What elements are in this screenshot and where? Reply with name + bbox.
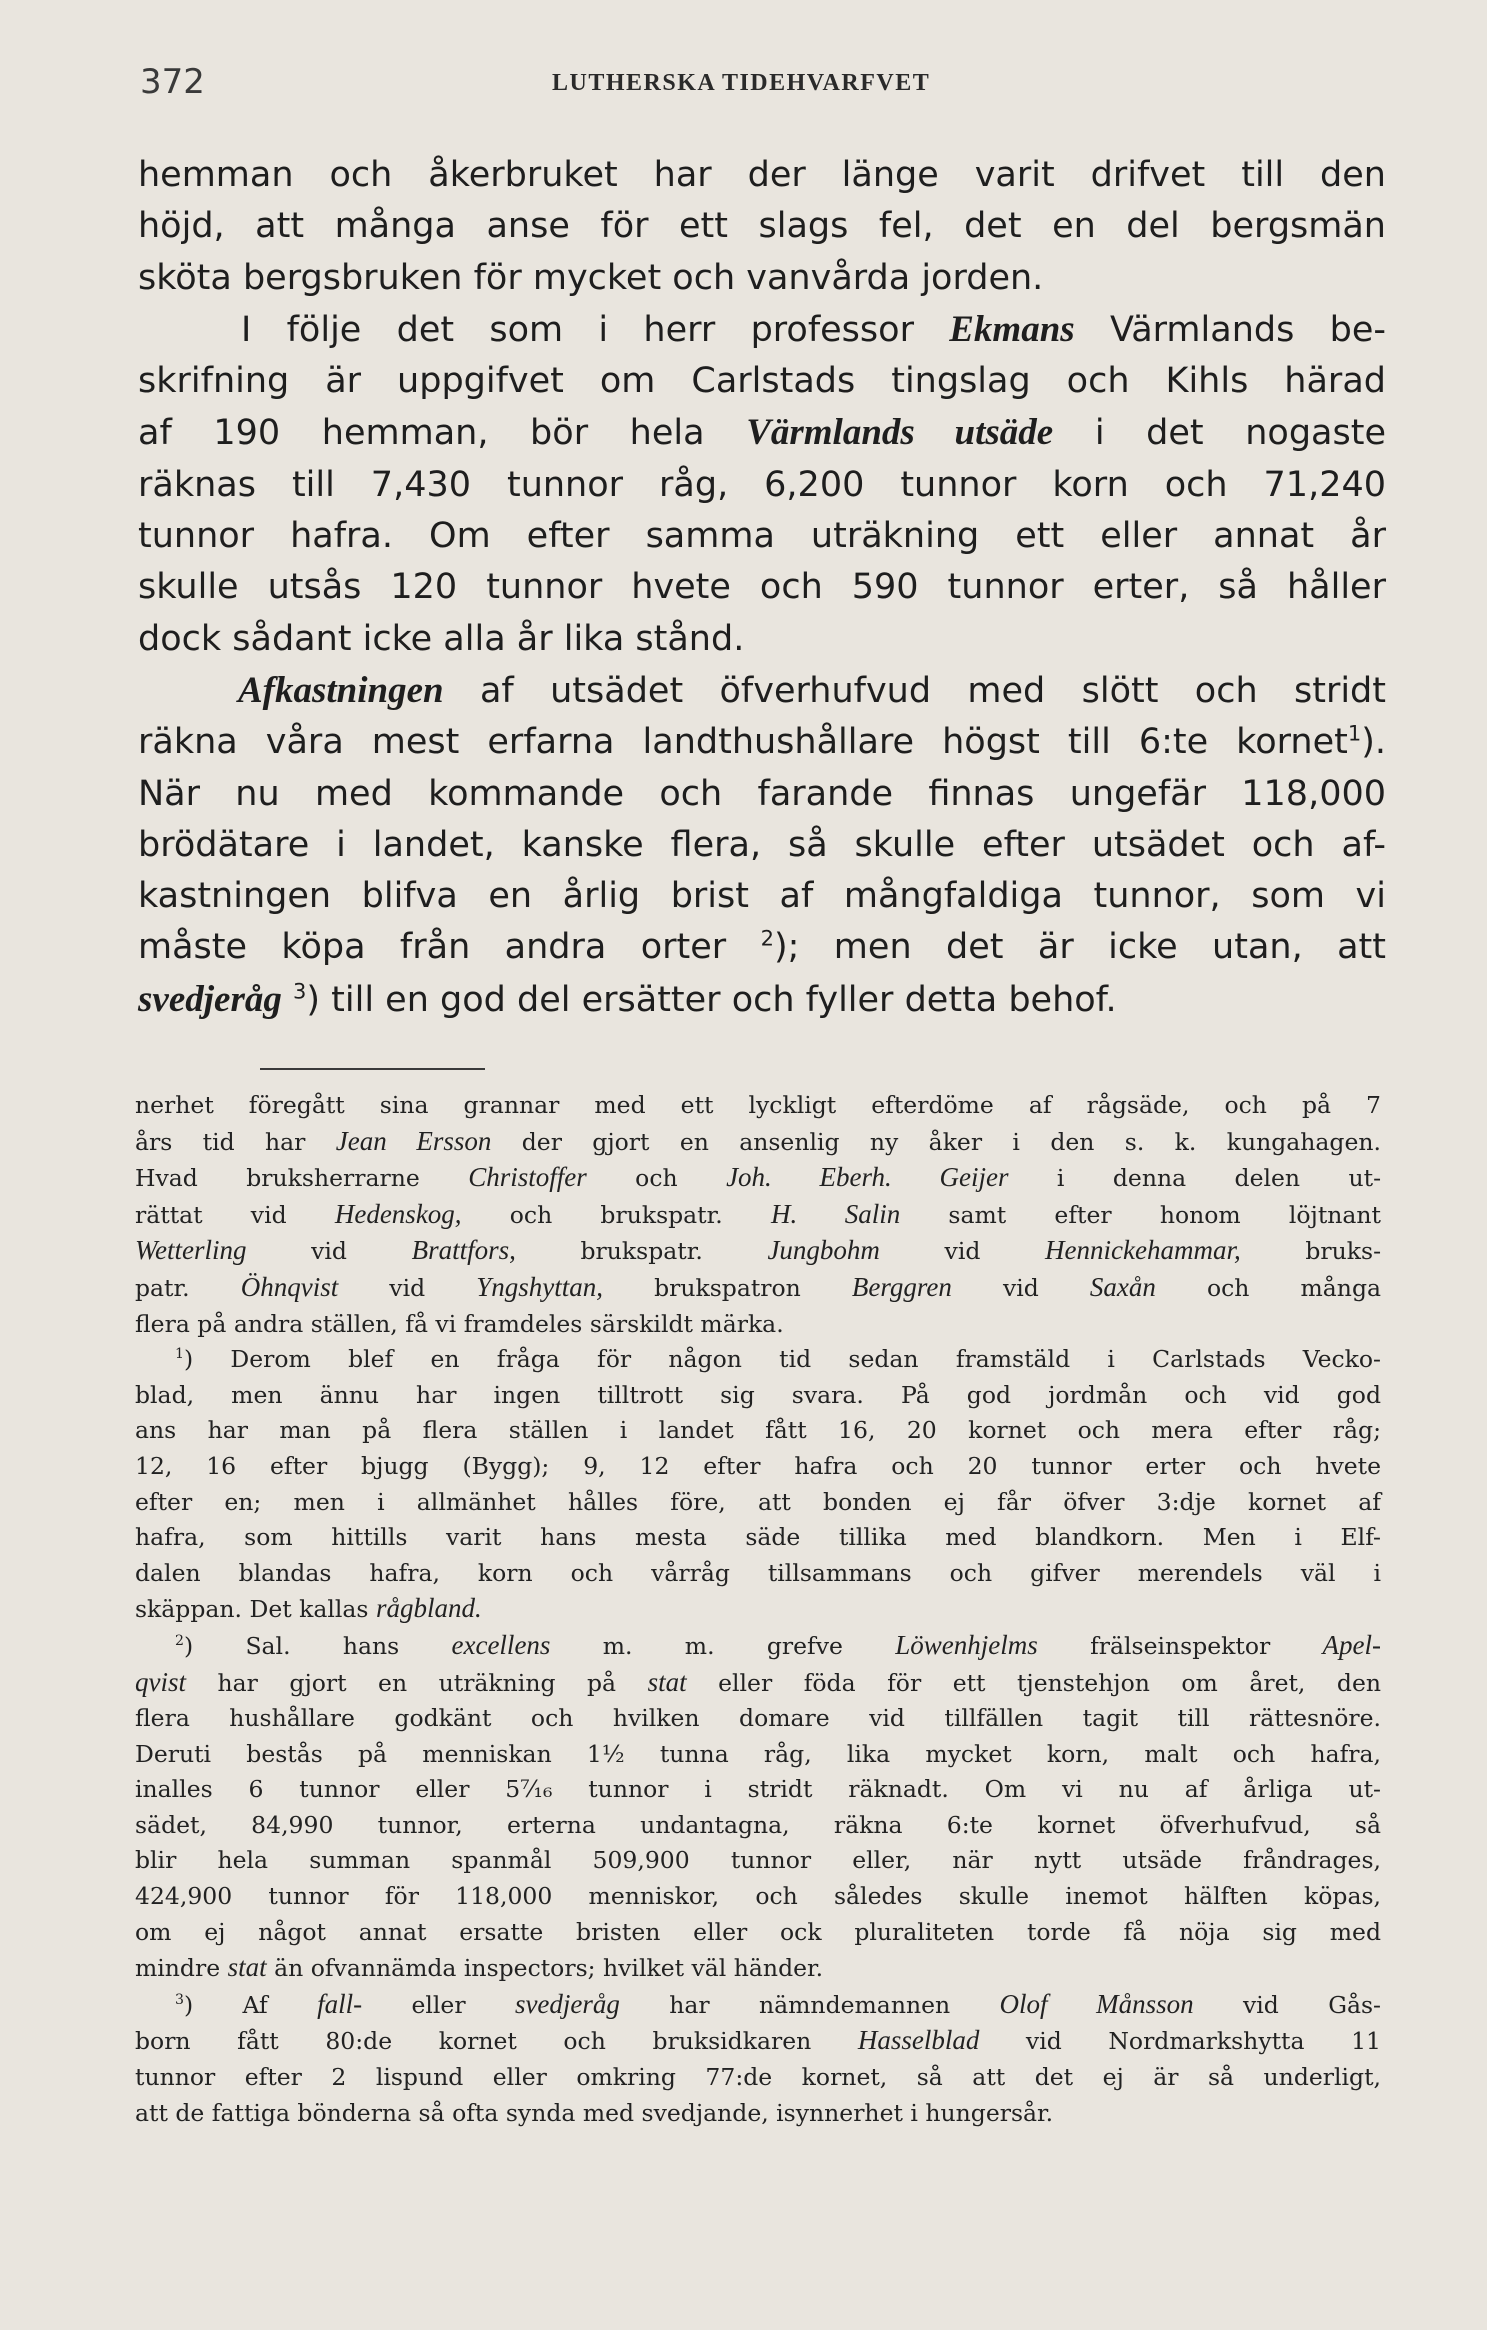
body-text: kastningen blifva en årlig brist af mångfaldiga tunnor, som vi [138, 876, 1386, 917]
footnote-line [135, 1737, 1381, 1773]
footnote-text: inalles 6 tunnor eller 5⁷⁄₁₆ tunnor i stridt räknadt. Om vi nu af årliga ut- [135, 1775, 1381, 1804]
body-italic-text: svedjeråg [138, 978, 282, 1020]
page-number: 372 [140, 62, 205, 102]
footnote-text: Hvad bruksherrarne [135, 1164, 469, 1193]
footnote-line [135, 1342, 1381, 1378]
body-italic-text: Ekmans [949, 308, 1075, 350]
footnote-line [135, 1124, 1381, 1161]
footnote-line [135, 1270, 1381, 1307]
footnote-text: har nämndemannen [619, 1990, 1000, 2019]
footnote-marker: 2 [175, 1633, 184, 1650]
footnote-text: dalen blandas hafra, korn och vårråg tillsammans och gifver merendels väl i [135, 1558, 1381, 1587]
footnote-italic-text: Apel- [1322, 1629, 1382, 1660]
footnote-italic-text: qvist [135, 1666, 186, 1697]
footnote-text: patr. [135, 1273, 241, 1302]
footnote-line [135, 1591, 1381, 1628]
footnote-text: skäppan. Det kallas [135, 1595, 376, 1624]
body-line [138, 717, 1386, 768]
body-line [138, 974, 1386, 1026]
footnote-text: brukspatr. [515, 1237, 768, 1266]
body-text: dock sådant icke alla år lika stånd. [138, 618, 745, 659]
footnote-italic-text: Löwenhjelms [895, 1629, 1038, 1660]
footnote-text: vid [246, 1237, 412, 1266]
footnote-line [135, 1520, 1381, 1556]
footnote-text: vid Gås- [1193, 1990, 1381, 2019]
body-line [138, 150, 1386, 201]
footnote-line [135, 1160, 1381, 1197]
body-text [282, 980, 293, 1020]
footnote-text: rättat vid [135, 1200, 335, 1229]
footnote-text: born fått 80:de kornet och bruksidkaren [135, 2027, 858, 2056]
body-line [138, 356, 1386, 407]
footnote-text: vid [951, 1273, 1090, 1302]
footnote-divider [260, 1068, 485, 1070]
footnote-text: flera på andra ställen, få vi framdeles särskildt märka. [135, 1309, 784, 1338]
footnote-text: bruks- [1240, 1237, 1382, 1266]
footnote-text: att de fattiga bönderna så ofta synda med svedjande, isynnerhet i hungersår. [135, 2098, 1054, 2127]
body-line [138, 253, 1386, 304]
footnote-line [135, 2096, 1381, 2132]
body-italic-text: Afkastningen [238, 669, 444, 711]
footnote-line [135, 1197, 1381, 1234]
footnote-italic-text: Christoffer [468, 1162, 587, 1193]
footnotes [135, 1088, 1381, 2131]
footnote-text: tunnor efter 2 lispund eller omkring 77:de kornet, så att det ej är så underligt, [135, 2063, 1381, 2092]
footnote-italic-text: Jean Ersson [335, 1125, 492, 1156]
footnote-text: nerhet föregått sina grannar med ett lyckligt efterdöme af rågsäde, och på 7 [135, 1091, 1381, 1119]
footnote-marker: 3 [175, 1992, 184, 2009]
footnote-text: sädet, 84,990 tunnor, erterna undantagna, räkna 6:te kornet öfverhufvud, så [135, 1810, 1381, 1839]
footnote-line [135, 1772, 1381, 1808]
footnote-text: vid Nordmarkshytta 11 [979, 2027, 1381, 2056]
footnote-italic-text: Brattfors, [411, 1235, 516, 1266]
footnote-text: 12, 16 efter bjugg (Bygg); 9, 12 efter hafra och 20 tunnor erter och hvete [135, 1451, 1381, 1480]
footnote-italic-text: Saxån [1089, 1271, 1156, 1302]
body-text: höjd, att många anse för ett slags fel, det en del bergsmän [138, 206, 1386, 247]
body-italic-text: Värmlands utsäde [746, 412, 1054, 454]
body-text: räknas till 7,430 tunnor råg, 6,200 tunnor korn och 71,240 [138, 464, 1386, 505]
body-text: hemman och åkerbruket har der länge varit drifvet till den [138, 155, 1386, 195]
footnote-text: Deruti bestås på menniskan 1½ tunna råg, lika mycket korn, malt och hafra, [135, 1739, 1381, 1768]
footnote-italic-text: Olof Månsson [999, 1988, 1194, 2019]
footnote-text: blir hela summan spanmål 509,900 tunnor eller, när nytt utsäde fråndrages, [135, 1846, 1381, 1875]
footnote-italic-text: Hedenskog, [334, 1198, 462, 1229]
footnote-text: än ofvannämda inspectors; hvilket väl händer. [266, 1954, 824, 1983]
footnote-text: der gjort en ansenlig ny åker i den s. k. kungahagen. [491, 1127, 1381, 1156]
footnote-text: och många [1155, 1273, 1381, 1302]
body-line [138, 562, 1386, 613]
footnote-line [135, 1843, 1381, 1879]
body-text: skulle utsås 120 tunnor hvete och 590 tunnor erter, så håller [138, 567, 1386, 608]
footnote-text: vid [338, 1273, 477, 1302]
footnote-text: frälseinspektor [1037, 1631, 1323, 1660]
body-line [138, 460, 1386, 511]
footnote-line [135, 1556, 1381, 1592]
body-text: i det nogaste [1053, 413, 1386, 454]
footnote-italic-text: Joh. Eberh. Geijer [726, 1162, 1009, 1193]
footnote-text: har gjort en uträkning på [186, 1668, 648, 1697]
footnote-line [135, 1665, 1381, 1702]
footnote-text: och [586, 1164, 727, 1193]
footnote-italic-text: Öhnqvist [240, 1271, 339, 1302]
footnote-italic-text: H. Salin [770, 1198, 901, 1229]
body-text: I följe det som i herr professor [241, 309, 950, 350]
footnote-text: flera hushållare godkänt och hvilken domare vid tillfällen tagit till rättesnöre. [135, 1704, 1381, 1733]
footnote-marker: 1 [1347, 721, 1362, 746]
footnote-text: mindre [135, 1954, 228, 1983]
footnote-italic-text: Yngshyttan, [476, 1271, 603, 1302]
body-text: måste köpa från andra orter [138, 927, 761, 968]
body-text: Värmlands be- [1074, 309, 1386, 350]
footnote-text: brukspatron [603, 1273, 852, 1302]
footnote-line [135, 1628, 1381, 1665]
footnote-text: efter en; men i allmänhet hålles före, att bonden ej får öfver 3:dje kornet af [135, 1487, 1381, 1516]
footnote-italic-text: stat [227, 1952, 267, 1983]
footnote-italic-text: Hasselblad [857, 2025, 980, 2056]
footnote-line [135, 1485, 1381, 1521]
footnote-text: vid [879, 1237, 1046, 1266]
body-line [138, 614, 1386, 665]
footnote-marker: 3 [293, 979, 307, 1004]
footnote-line [135, 1808, 1381, 1844]
footnote-line [135, 1233, 1381, 1270]
body-text: af 190 hemman, bör hela [138, 413, 747, 454]
page-header [140, 62, 1380, 112]
body-text: brödätare i landet, kanske flera, så skulle efter utsädet och af- [138, 824, 1386, 865]
body-text: ). [1361, 722, 1386, 763]
footnote-text: års tid har [135, 1127, 336, 1156]
body-text: När nu med kommande och farande finnas ungefär 118,000 [138, 773, 1386, 814]
body-line [138, 665, 1386, 717]
footnote-line [135, 1307, 1381, 1343]
body-text: skrifning är uppgifvet om Carlstads tingslag och Kihls härad [138, 361, 1386, 402]
footnote-italic-text: svedjeråg [514, 1988, 620, 2019]
footnote-text: ) Sal. hans [183, 1631, 452, 1660]
footnote-italic-text: rågbland. [375, 1593, 482, 1624]
footnote-text: i denna delen ut- [1008, 1164, 1382, 1193]
body-line [138, 922, 1386, 973]
footnote-line [135, 1088, 1381, 1124]
body-text: räkna våra mest erfarna landthushållare högst till 6:te kornet [138, 722, 1348, 763]
footnote-text: om ej något annat ersatte bristen eller ock pluraliteten torde få nöja sig med [135, 1917, 1381, 1946]
footnote-marker: 1 [175, 1346, 184, 1363]
footnote-marker: 2 [760, 926, 774, 951]
footnote-italic-text: Jungbohm [767, 1235, 880, 1266]
main-text [138, 150, 1386, 1026]
footnote-text: och brukspatr. [461, 1200, 771, 1229]
body-line [138, 820, 1386, 871]
footnote-text: m. m. grefve [550, 1631, 896, 1660]
footnote-line [135, 1879, 1381, 1915]
footnote-italic-text: stat [647, 1666, 687, 1697]
body-line [138, 304, 1386, 356]
footnote-line [135, 1413, 1381, 1449]
footnote-text: eller [362, 1990, 515, 2019]
body-line [138, 201, 1386, 252]
footnote-text: samt efter honom löjtnant [900, 1200, 1381, 1229]
footnote-text: ) Derom blef en fråga för någon tid sedan framstäld i Carlstads Vecko- [183, 1345, 1381, 1374]
footnote-line [135, 1987, 1381, 2024]
footnote-line [135, 2060, 1381, 2096]
footnote-text: eller föda för ett tjenstehjon om året, den [686, 1668, 1381, 1697]
footnote-italic-text: fall- [317, 1988, 363, 2019]
footnote-italic-text: Wetterling [135, 1235, 247, 1266]
running-title: LUTHERSKA TIDEHVARFVET [552, 70, 931, 96]
footnote-text: blad, men ännu har ingen tilltrott sig svara. På god jordmån och vid god [135, 1380, 1381, 1409]
body-line [138, 871, 1386, 922]
footnote-text: 424,900 tunnor för 118,000 menniskor, och således skulle inemot hälften köpas, [135, 1882, 1381, 1911]
footnote-italic-text: Berggren [851, 1271, 952, 1302]
body-text: sköta bergsbruken för mycket och vanvårda jorden. [138, 257, 1044, 298]
footnote-line [135, 2023, 1381, 2060]
footnote-line [135, 1950, 1381, 1987]
footnote-line [135, 1701, 1381, 1737]
body-text: ); men det är icke utan, att [773, 927, 1386, 968]
footnote-line [135, 1449, 1381, 1485]
body-line [138, 511, 1386, 562]
body-line [138, 407, 1386, 459]
body-text: ) till en god del ersätter och fyller detta behof. [306, 979, 1117, 1020]
footnote-italic-text: excellens [451, 1629, 551, 1660]
body-line [138, 769, 1386, 820]
footnote-line [135, 1915, 1381, 1951]
footnote-text: ans har man på flera ställen i landet fått 16, 20 kornet och mera efter råg; [135, 1416, 1381, 1445]
body-text: tunnor hafra. Om efter samma uträkning ett eller annat år [138, 516, 1386, 557]
footnote-italic-text: Hennickehammar, [1045, 1235, 1241, 1266]
footnote-text: hafra, som hittills varit hans mesta säde tillika med blandkorn. Men i Elf- [135, 1523, 1381, 1552]
body-text: af utsädet öfverhufvud med slött och stridt [443, 670, 1386, 711]
footnote-line [135, 1378, 1381, 1414]
footnote-text: ) Af [183, 1990, 318, 2019]
